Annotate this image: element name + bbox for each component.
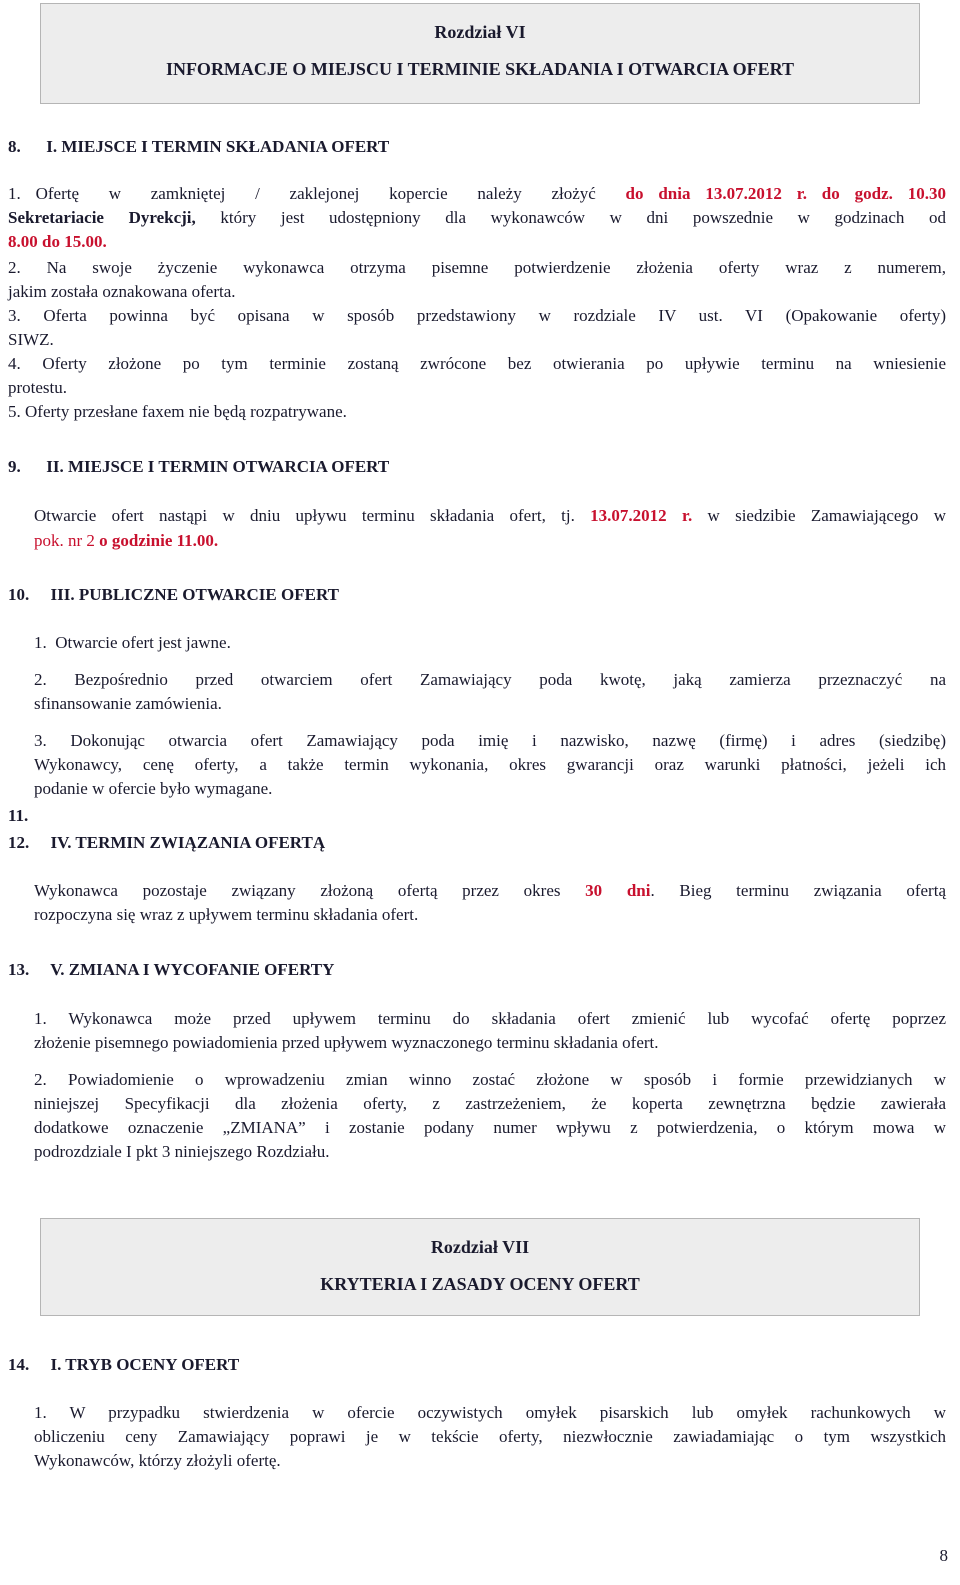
s8-p4-line1: 4. Oferty złożone po tym terminie zostaną zwrócone bez otwierania po upływie terminu na wniesienie: [8, 354, 946, 373]
section-9-heading: 9. II. MIEJSCE I TERMIN OTWARCIA OFERT: [8, 457, 390, 476]
s8-p2-line1: 2. Na swoje życzenie wykonawca otrzyma pisemne potwierdzenie złożenia oferty wraz z numerem,: [8, 258, 946, 277]
s14-p1-line2: obliczeniu ceny Zamawiający poprawi je w tekście oferty, niezwłocznie zawiadamiając o tym wszystkich: [34, 1427, 946, 1446]
s13-p1-line2: złożenie pisemnego powiadomienia przed upływem wyznaczonego terminu składania ofert.: [34, 1033, 659, 1052]
s9-time: o godzinie 11.00.: [99, 531, 219, 550]
s8-p1-deadline: do dnia 13.07.2012 r. do godz. 10.30: [625, 184, 946, 203]
s10-p2-line2: sfinansowanie zamówienia.: [34, 694, 222, 713]
s13-p2-line4: podrozdziale I pkt 3 niniejszego Rozdziału.: [34, 1142, 330, 1161]
s14-p1-line3: Wykonawców, którzy złożyli ofertę.: [34, 1451, 281, 1470]
s13-p1-line1: 1. Wykonawca może przed upływem terminu do składania ofert zmienić lub wycofać ofertę poprzez: [34, 1009, 946, 1028]
s13-p2-line2: niniejszej Specyfikacji dla złożenia oferty, z zastrzeżeniem, że koperta zewnętrzna będzie zawierała: [34, 1094, 946, 1113]
s10-p3-line1: 3. Dokonując otwarcia ofert Zamawiający poda imię i nazwisko, nazwę (firmę) i adres (siedzibę): [34, 731, 946, 750]
s9-place: w siedzibie Zamawiającego w: [692, 506, 947, 525]
section-11-number: 11.: [8, 806, 29, 825]
s14-p1-line1: 1. W przypadku stwierdzenia w ofercie oczywistych omyłek pisarskich lub omyłek rachunkowych w: [34, 1403, 946, 1422]
section-10-heading: 10. III. PUBLICZNE OTWARCIE OFERT: [8, 585, 339, 604]
chapter-7-subtitle: KRYTERIA I ZASADY OCENY OFERT: [320, 1274, 640, 1294]
page-number: 8: [939, 1546, 948, 1565]
s9-room: pok. nr 2: [34, 531, 100, 550]
s13-p2-line1: 2. Powiadomienie o wprowadzeniu zmian winno zostać złożone w sposób i formie przewidzianych w: [34, 1070, 946, 1089]
s10-p3-line2: Wykonawcy, cenę oferty, a także termin wykonania, okres gwarancji oraz warunki płatności, jeżeli ich: [34, 755, 946, 774]
s10-p3-line3: podanie w ofercie było wymagane.: [34, 779, 273, 798]
s13-p2-line3: dodatkowe oznaczenie „ZMIANA” i zostanie podany numer wpływu z potwierdzenia, o którym mowa w: [34, 1118, 946, 1137]
s8-p4-line2: protestu.: [8, 378, 68, 397]
s8-p3-line2: SIWZ.: [8, 330, 54, 349]
s8-p1-place: Sekretariacie Dyrekcji,: [8, 208, 196, 227]
s8-p2-line2: jakim została oznakowana oferta.: [8, 282, 236, 301]
s12-line2: rozpoczyna się wraz z upływem terminu składania ofert.: [34, 905, 419, 924]
s8-p1-place-rest: który jest udostępniony dla wykonawców w dni powszednie w godzinach od: [195, 208, 946, 227]
s8-p1-line3: 8.00 do 15.00.: [8, 232, 107, 251]
s12-text: Wykonawca pozostaje związany złożoną ofertą przez okres: [34, 881, 586, 900]
s10-p2-line1: 2. Bezpośrednio przed otwarciem ofert Zamawiający poda kwotę, jaką zamierza przeznaczyć na: [34, 670, 946, 689]
s12-period: 30 dni: [585, 881, 651, 900]
s8-p1-text: Ofertę w zamkniętej / zaklejonej kopercie należy złożyć: [20, 184, 626, 203]
s9-date: 13.07.2012 r.: [590, 506, 693, 525]
chapter-6-subtitle: INFORMACJE O MIEJSCU I TERMINIE SKŁADANIA I OTWARCIA OFERT: [165, 59, 795, 79]
section-8-heading: 8. I. MIEJSCE I TERMIN SKŁADANIA OFERT: [8, 137, 390, 156]
s9-text: Otwarcie ofert nastąpi w dniu upływu terminu składania ofert, tj.: [34, 506, 591, 525]
s9-line1: [34, 506, 946, 526]
chapter-6-box: [40, 3, 920, 104]
s10-p1: 1. Otwarcie ofert jest jawne.: [34, 633, 231, 652]
s8-p5: 5. Oferty przesłane faxem nie będą rozpatrywane.: [8, 402, 347, 421]
s8-p1-line2: [8, 208, 946, 228]
chapter-6-title: Rozdział VI: [434, 22, 526, 42]
s8-p1-num: 1.: [8, 184, 21, 203]
s8-p1-line1: [8, 184, 946, 204]
section-12-heading: 12. IV. TERMIN ZWIĄZANIA OFERTĄ: [8, 833, 326, 852]
s12-text-rest: . Bieg terminu związania ofertą: [650, 881, 946, 900]
s8-p3-line1: 3. Oferta powinna być opisana w sposób przedstawiony w rozdziale IV ust. VI (Opakowanie oferty): [8, 306, 946, 325]
section-14-heading: 14. I. TRYB OCENY OFERT: [8, 1355, 240, 1374]
section-13-heading: 13. V. ZMIANA I WYCOFANIE OFERTY: [8, 960, 335, 979]
s9-line2: [34, 531, 218, 551]
s12-line1: [34, 881, 946, 901]
chapter-7-box: [40, 1218, 920, 1316]
chapter-7-title: Rozdział VII: [430, 1237, 530, 1257]
